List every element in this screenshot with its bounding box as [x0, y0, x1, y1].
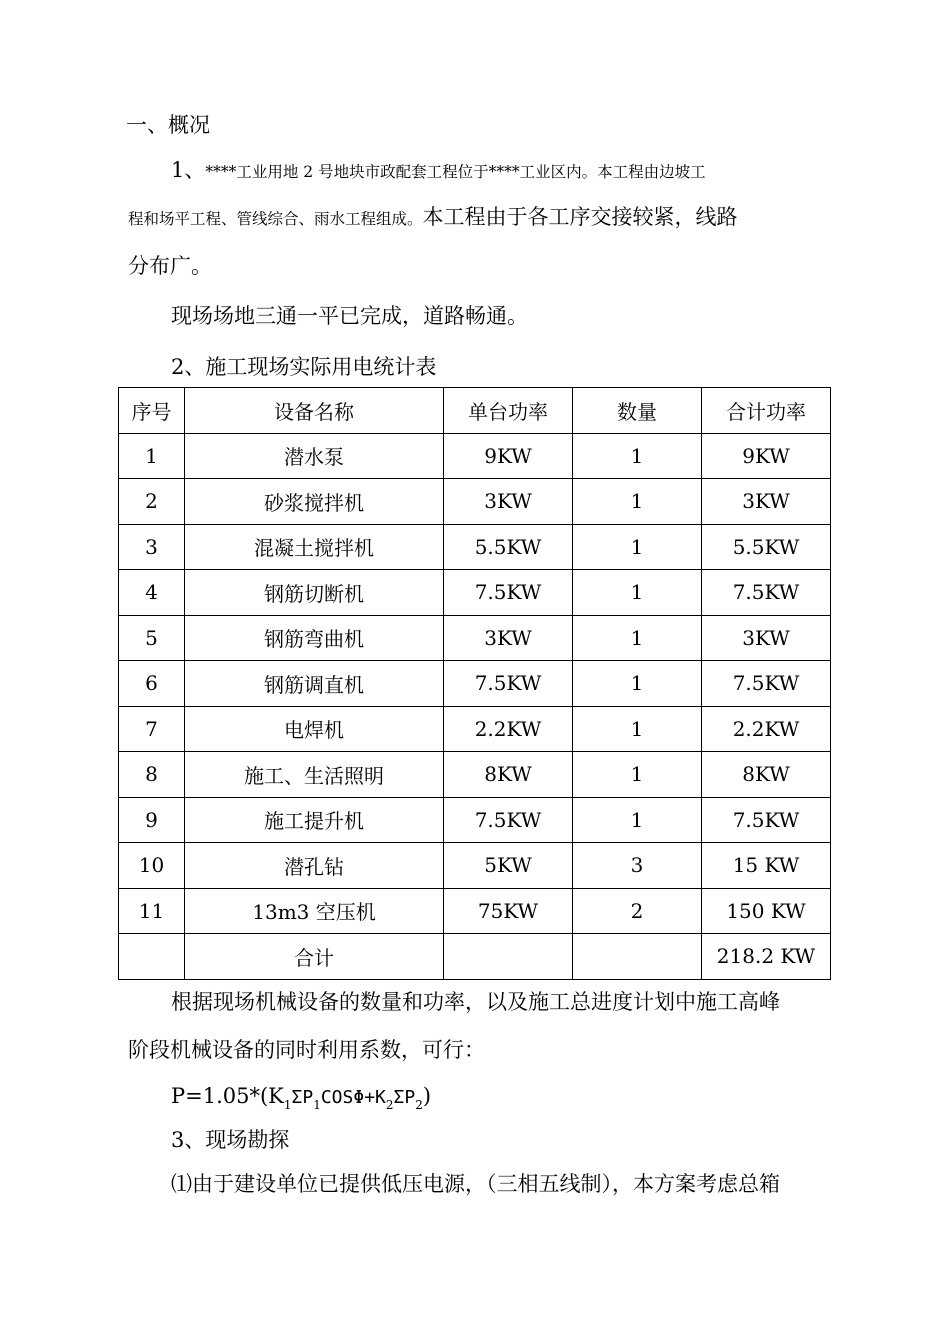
- table-cell: 施工提升机: [185, 797, 444, 843]
- header-cell: 单台功率: [444, 388, 573, 434]
- table-cell: 7: [119, 706, 185, 752]
- total-cell: 218.2 KW: [702, 934, 831, 980]
- table-cell: 2.2KW: [444, 706, 573, 752]
- table-cell: 1: [573, 797, 702, 843]
- table-cell: 7.5KW: [702, 661, 831, 707]
- table-row: [119, 433, 831, 479]
- formula-part: ): [422, 1084, 432, 1108]
- table-total-row: [119, 934, 831, 980]
- table-cell: 9KW: [702, 433, 831, 479]
- formula-part: ΣP: [291, 1087, 314, 1108]
- table-cell: 7.5KW: [702, 797, 831, 843]
- table-row: [119, 570, 831, 616]
- header-cell: 序号: [119, 388, 185, 434]
- table-cell: 5KW: [444, 843, 573, 889]
- table-cell: 75KW: [444, 888, 573, 934]
- table-cell: 1: [573, 615, 702, 661]
- paragraph-3-line-1: 根据现场机械设备的数量和功率，以及施工总进度计划中施工高峰: [171, 990, 780, 1014]
- table-cell: 7.5KW: [444, 570, 573, 616]
- table-row: [119, 797, 831, 843]
- formula-subscript: 2: [415, 1098, 423, 1112]
- paragraph-1-text-large: 本工程由于各工序交接较紧，线路: [422, 205, 738, 229]
- table-header-row: [119, 388, 831, 434]
- header-cell: 合计功率: [702, 388, 831, 434]
- table-row: [119, 752, 831, 798]
- table-row: [119, 888, 831, 934]
- empty-cell: [444, 934, 573, 980]
- table-cell: 钢筋弯曲机: [185, 615, 444, 661]
- table-cell: 3: [119, 524, 185, 570]
- table-cell: 1: [573, 433, 702, 479]
- table-cell: 15 KW: [702, 843, 831, 889]
- table-cell: 5.5KW: [444, 524, 573, 570]
- header-cell: 数量: [573, 388, 702, 434]
- table-row: [119, 661, 831, 707]
- formula-part: P=1.05*(K: [171, 1084, 284, 1108]
- table-cell: 1: [119, 433, 185, 479]
- table-cell: 7.5KW: [444, 797, 573, 843]
- formula-part: COSΦ+K: [320, 1087, 386, 1108]
- table-cell: 混凝土搅拌机: [185, 524, 444, 570]
- formula-subscript: 2: [385, 1098, 394, 1112]
- formula-part: ΣP: [393, 1087, 416, 1108]
- table-cell: 5.5KW: [702, 524, 831, 570]
- table-cell: 7.5KW: [444, 661, 573, 707]
- table-cell: 9KW: [444, 433, 573, 479]
- table-cell: 7.5KW: [702, 570, 831, 616]
- paragraph-1-text: ****工业用地 2 号地块市政配套工程位于****工业区内。本工程由边坡工: [205, 163, 706, 181]
- table-cell: 2: [119, 479, 185, 525]
- paragraph-1-line-3: 分布广。: [128, 254, 212, 278]
- table-row: [119, 615, 831, 661]
- table-cell: 11: [119, 888, 185, 934]
- table-cell: 8: [119, 752, 185, 798]
- table-cell: 1: [573, 570, 702, 616]
- table-cell: 钢筋切断机: [185, 570, 444, 616]
- table-row: [119, 706, 831, 752]
- table-cell: 3KW: [702, 479, 831, 525]
- table-cell: 1: [573, 479, 702, 525]
- section-heading: 一、概况: [126, 113, 210, 137]
- table-cell: 3KW: [444, 479, 573, 525]
- paragraph-1-text-small: 程和场平工程、管线综合、雨水工程组成。: [128, 210, 423, 228]
- table-cell: 3KW: [702, 615, 831, 661]
- table-cell: 电焊机: [185, 706, 444, 752]
- table-cell: 砂浆搅拌机: [185, 479, 444, 525]
- table-cell: 潜孔钻: [185, 843, 444, 889]
- paragraph-1-line-1: [171, 156, 706, 186]
- table-cell: 4: [119, 570, 185, 616]
- table-row: [119, 524, 831, 570]
- table-cell: 1: [573, 706, 702, 752]
- table-cell: 2.2KW: [702, 706, 831, 752]
- table-cell: 6: [119, 661, 185, 707]
- header-cell: 设备名称: [185, 388, 444, 434]
- table-title: 2、施工现场实际用电统计表: [171, 355, 437, 379]
- table-cell: 13m3 空压机: [185, 888, 444, 934]
- table-row: [119, 843, 831, 889]
- power-usage-table: [118, 387, 831, 980]
- empty-cell: [573, 934, 702, 980]
- item-number: 1、: [171, 158, 206, 182]
- table-cell: 150 KW: [702, 888, 831, 934]
- table-cell: 10: [119, 843, 185, 889]
- table-cell: 钢筋调直机: [185, 661, 444, 707]
- total-cell: 合计: [185, 934, 444, 980]
- table-cell: 1: [573, 524, 702, 570]
- empty-cell: [119, 934, 185, 980]
- table-cell: 1: [573, 661, 702, 707]
- table-cell: 8KW: [702, 752, 831, 798]
- table-cell: 2: [573, 888, 702, 934]
- table-row: [119, 479, 831, 525]
- table-cell: 3KW: [444, 615, 573, 661]
- table-cell: 施工、生活照明: [185, 752, 444, 798]
- paragraph-4: ⑴由于建设单位已提供低压电源，（三相五线制），本方案考虑总箱: [171, 1172, 780, 1196]
- table-cell: 5: [119, 615, 185, 661]
- formula-subscript: 1: [283, 1098, 292, 1112]
- table-cell: 3: [573, 843, 702, 889]
- paragraph-2: 现场场地三通一平已完成，道路畅通。: [171, 304, 528, 328]
- section-3-heading: 3、现场勘探: [171, 1128, 290, 1152]
- power-formula: [171, 1082, 431, 1119]
- table-cell: 8KW: [444, 752, 573, 798]
- formula-subscript: 1: [313, 1098, 321, 1112]
- table-cell: 1: [573, 752, 702, 798]
- table-cell: 9: [119, 797, 185, 843]
- paragraph-1-line-2: [128, 203, 738, 233]
- table-cell: 潜水泵: [185, 433, 444, 479]
- paragraph-3-line-2: 阶段机械设备的同时利用系数，可行：: [128, 1038, 485, 1062]
